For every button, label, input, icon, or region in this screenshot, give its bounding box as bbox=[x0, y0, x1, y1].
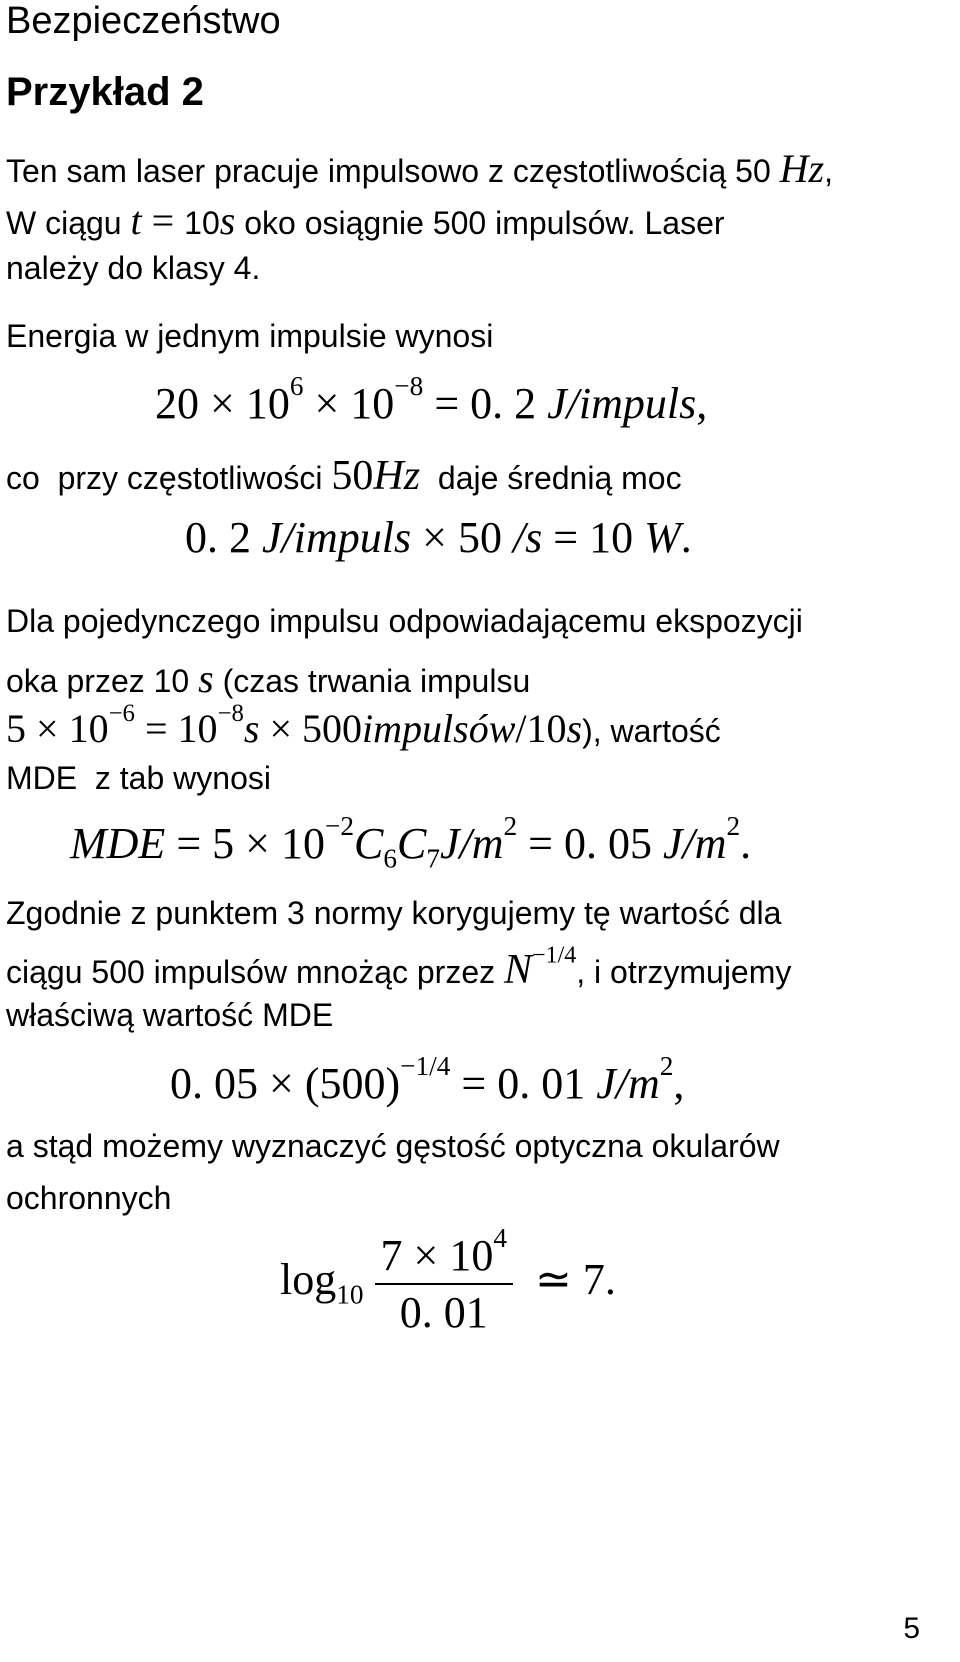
single-pulse-line-3: $5 \times 10^{-6} = 10^{-8}s$ × 500impulsów/10s), wartość bbox=[6, 699, 721, 751]
density-line-1: a stąd możemy wyznaczyć gęstość optyczna okularów bbox=[6, 1128, 780, 1164]
page-number: 5 bbox=[903, 1612, 920, 1645]
power-line: co przy częstotliwości 50Hz daje średnią moc bbox=[6, 453, 682, 499]
energy-intro: Energia w jednym impulsie wynosi bbox=[6, 318, 494, 354]
intro-line-3: należy do klasy 4. bbox=[6, 250, 261, 286]
equation-corrected-mde: 0. $05 \times (500)^{-1/4} = 0$. 01 $J/m^2$, bbox=[170, 1050, 685, 1108]
single-pulse-line-4: MDE z tab wynosi bbox=[6, 760, 271, 796]
density-line-2: ochronnych bbox=[6, 1180, 172, 1216]
example-heading: Przykład 2 bbox=[6, 70, 204, 114]
fraction bbox=[375, 1222, 513, 1338]
intro-line-2: W ciągu t = 10s oko osiągnie 500 impulsów. Laser bbox=[6, 198, 725, 243]
equation-power: 0. 2 J/impuls × 50 /s = 10 W. bbox=[185, 513, 692, 562]
equation-optical-density: $\log_{10}$ $\frac{7 \times 10^4}{0. 01}$ ≃ 7. bbox=[280, 1222, 616, 1337]
single-pulse-line-2: oka przez 10 s (czas trwania impulsu bbox=[6, 656, 531, 701]
fraction-numerator: $7 \times 10^4$ bbox=[375, 1230, 513, 1285]
equation-energy: $20 \times 10^6 \times 10^{-8} = 0$. 2 J/impuls, bbox=[155, 370, 708, 428]
single-pulse-line-1: Dla pojedynczego impulsu odpowiadającemu ekspozycji bbox=[6, 603, 803, 639]
correction-line-2: ciągu 500 impulsów mnożąc przez $N^{-1/4}$, i otrzymujemy bbox=[6, 942, 792, 993]
equation-mde: MDE = $5 \times 10^{-2}C_6C_7J/m^2 = 0$. 05 $J/m^2$. bbox=[70, 810, 752, 874]
correction-line-3: właściwą wartość MDE bbox=[6, 997, 334, 1033]
intro-line-1: Ten sam laser pracuje impulsowo z częstotliwością 50 Hz, bbox=[6, 146, 833, 191]
correction-line-1: Zgodnie z punktem 3 normy korygujemy tę wartość dla bbox=[6, 895, 782, 931]
fraction-denominator: 0. 01 bbox=[399, 1288, 488, 1337]
section-title: Bezpieczeństwo bbox=[6, 0, 281, 42]
